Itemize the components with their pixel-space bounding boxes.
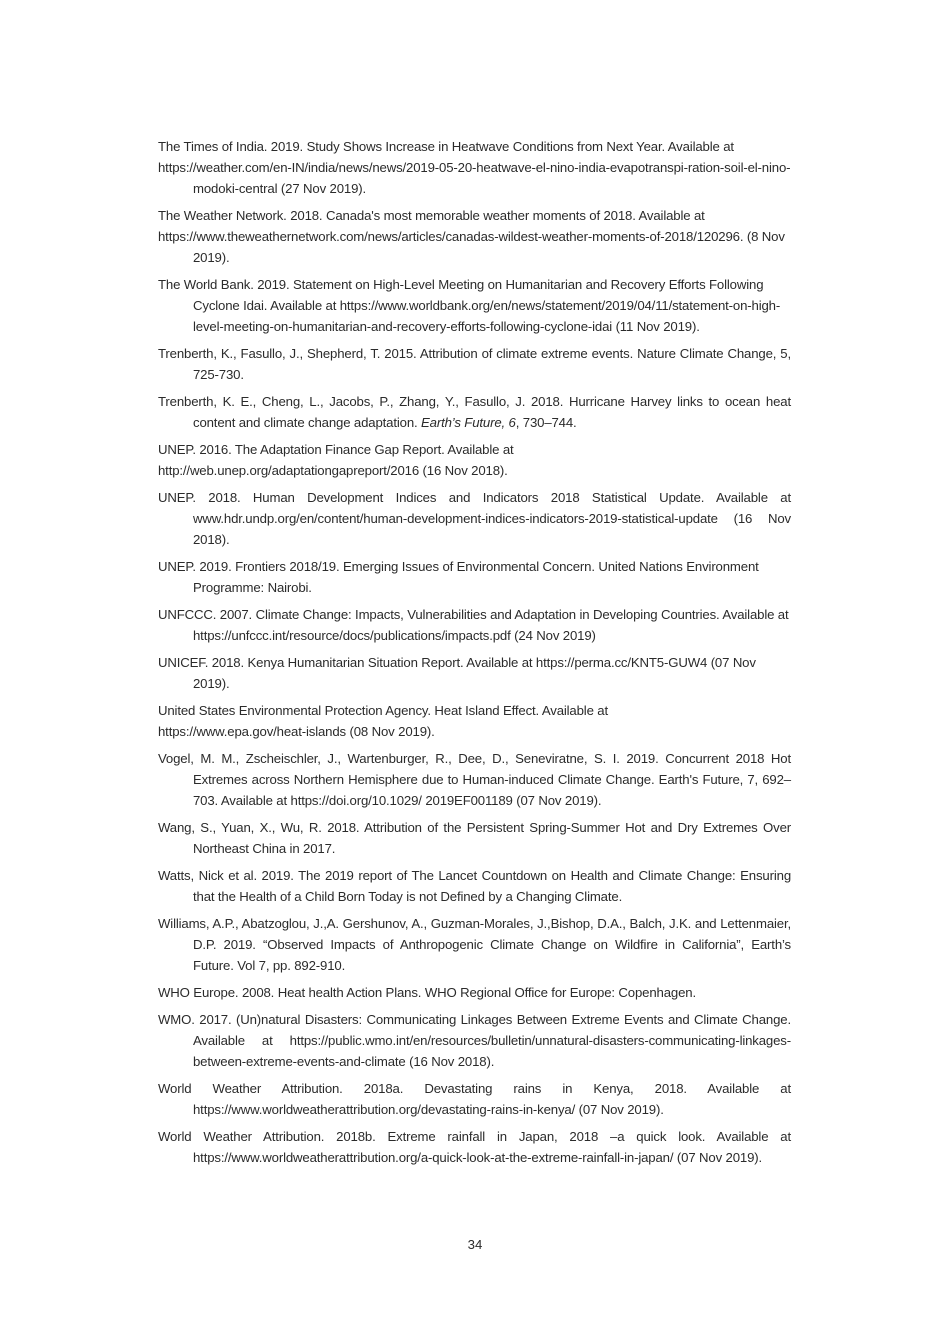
reference-item: WMO. 2017. (Un)natural Disasters: Communicating Linkages Between Extreme Events and Climate Change. Available at https://public.wmo.int/en/resources/bulletin/unnatural-disasters-communicating-linkages-between-extreme-events-and-climate (16 Nov 2018). [158,1012,791,1069]
reference-item: WHO Europe. 2008. Heat health Action Plans. WHO Regional Office for Europe: Copenhagen. [158,985,696,1000]
page-number: 34 [467,1237,483,1252]
reference-item: The Times of India. 2019. Study Shows Increase in Heatwave Conditions from Next Year. Available at https://weather.com/en-IN/india/news/news/2019-05-20-heatwave-el-nino-india-evapotranspi-ration-soil-el-nino-modoki-central (27 Nov 2019). [158,139,791,196]
reference-item: Vogel, M. M., Zscheischler, J., Wartenburger, R., Dee, D., Seneviratne, S. I. 2019. Concurrent 2018 Hot Extremes across Northern Hemisphere due to Human-induced Climate Change. Earth's Future, 7, 692–703. Available at https://doi.org/10.1029/ 2019EF001189 (07 Nov 2019). [158,751,791,808]
reference-item: Trenberth, K. E., Cheng, L., Jacobs, P., Zhang, Y., Fasullo, J. 2018. Hurricane Harvey links to ocean heat content and climate change adaptation. Earth’s Future, 6, 730–744. [158,394,791,430]
journal-title: Earth’s Future, 6 [421,415,516,430]
reference-item: UNEP. 2018. Human Development Indices and Indicators 2018 Statistical Update. Available at www.hdr.undp.org/en/content/human-development-indices-indicators-2019-statistical-update (16 Nov 2018). [158,490,791,547]
reference-item: Williams, A.P., Abatzoglou, J.,A. Gershunov, A., Guzman-Morales, J.,Bishop, D.A., Balch, J.K. and Lettenmaier, D.P. 2019. “Observed Impacts of Anthropogenic Climate Change on Wildfire in California”, Earth’s Future. Vol 7, pp. 892-910. [158,916,791,973]
reference-item: Watts, Nick et al. 2019. The 2019 report of The Lancet Countdown on Health and Climate Change: Ensuring that the Health of a Child Born Today is not Defined by a Changing Climate. [158,868,791,904]
reference-item: United States Environmental Protection Agency. Heat Island Effect. Available at https://www.epa.gov/heat-islands (08 Nov 2019). [158,703,608,739]
reference-item: UNEP. 2016. The Adaptation Finance Gap Report. Available at http://web.unep.org/adaptationgapreport/2016 (16 Nov 2018). [158,442,514,478]
reference-item: World Weather Attribution. 2018a. Devastating rains in Kenya, 2018. Available at https://www.worldweatherattribution.org/devastating-rains-in-kenya/ (07 Nov 2019). [158,1081,791,1117]
reference-item: UNICEF. 2018. Kenya Humanitarian Situation Report. Available at https://perma.cc/KNT5-GUW4 (07 Nov 2019). [158,655,756,691]
reference-item: UNFCCC. 2007. Climate Change: Impacts, Vulnerabilities and Adaptation in Developing Countries. Available at https://unfccc.int/resource/docs/publications/impacts.pdf (24 Nov 2019) [158,607,789,643]
reference-item: Trenberth, K., Fasullo, J., Shepherd, T. 2015. Attribution of climate extreme events. Nature Climate Change, 5, 725-730. [158,346,791,382]
reference-list [158,136,791,1174]
reference-item: Wang, S., Yuan, X., Wu, R. 2018. Attribution of the Persistent Spring-Summer Hot and Dry Extremes Over Northeast China in 2017. [158,820,791,856]
reference-item: World Weather Attribution. 2018b. Extreme rainfall in Japan, 2018 –a quick look. Available at https://www.worldweatherattribution.org/a-quick-look-at-the-extreme-rainfall-in-japan/ (07 Nov 2019). [158,1129,791,1165]
reference-item: The World Bank. 2019. Statement on High-Level Meeting on Humanitarian and Recovery Efforts Following Cyclone Idai. Available at https://www.worldbank.org/en/news/statement/2019/04/11/statement-on-high-level-meeting-on-humanitarian-and-recovery-efforts-following-cyclone-idai (11 Nov 2019). [158,277,781,334]
reference-item: UNEP. 2019. Frontiers 2018/19. Emerging Issues of Environmental Concern. United Nations Environment Programme: Nairobi. [158,559,759,595]
reference-item: The Weather Network. 2018. Canada's most memorable weather moments of 2018. Available at https://www.theweathernetwork.com/news/articles/canadas-wildest-weather-moments-of-2018/120296. (8 Nov 2019). [158,208,785,265]
